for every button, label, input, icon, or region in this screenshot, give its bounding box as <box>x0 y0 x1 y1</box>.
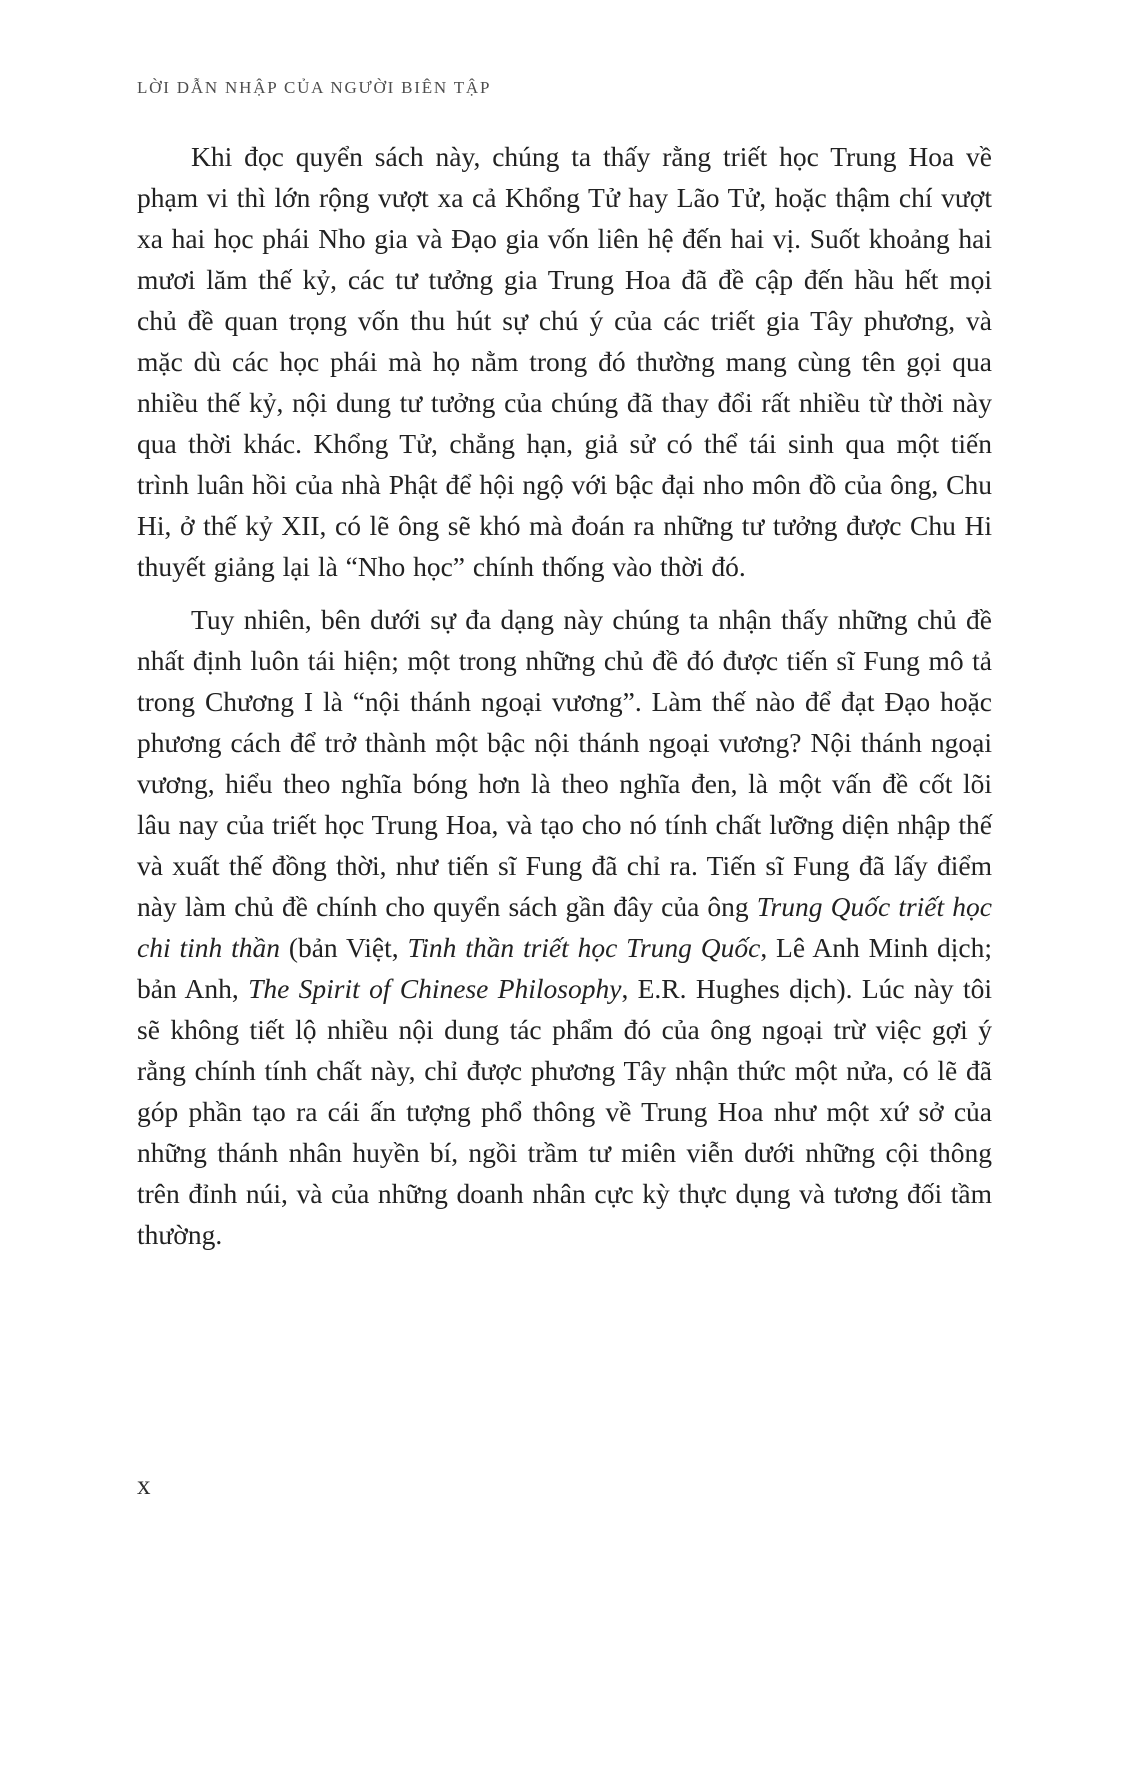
italic-text-run: Tinh thần triết học Trung Quốc <box>407 932 761 963</box>
italic-text-run: The Spirit of Chinese Philosophy <box>248 973 622 1004</box>
italic-text-run: Trung Quốc triết học chi tinh thần <box>137 891 992 963</box>
text-run: , E.R. Hughes dịch). Lúc này tôi sẽ không tiết lộ nhiều nội dung tác phẩm đó của ông ngoại trừ việc gợi ý rằng chính tính chất này, chỉ được phương Tây nhận thức một nửa, có lẽ đã góp phần tạo ra cái ấn tượng phổ thông về Trung Hoa như một xứ sở của những thánh nhân huyền bí, ngồi trầm tư miên viễn dưới những cội thông trên đỉnh núi, và của những doanh nhân cực kỳ thực dụng và tương đối tầm thường. <box>137 973 992 1250</box>
page-number: x <box>137 1470 151 1500</box>
paragraph <box>137 599 992 1255</box>
body-text <box>137 136 992 1255</box>
text-run: (bản Việt, <box>279 932 408 963</box>
text-run: Khi đọc quyển sách này, chúng ta thấy rằng triết học Trung Hoa về phạm vi thì lớn rộng vượt xa cả Khổng Tử hay Lão Tử, hoặc thậm chí vượt xa hai học phái Nho gia và Đạo gia vốn liên hệ đến hai vị. Suốt khoảng hai mươi lăm thế kỷ, các tư tưởng gia Trung Hoa đã đề cập đến hầu hết mọi chủ đề quan trọng vốn thu hút sự chú ý của các triết gia Tây phương, và mặc dù các học phái mà họ nằm trong đó thường mang cùng tên gọi qua nhiều thế kỷ, nội dung tư tưởng của chúng đã thay đổi rất nhiều từ thời này qua thời khác. Khổng Tử, chẳng hạn, giả sử có thể tái sinh qua một tiến trình luân hồi của nhà Phật để hội ngộ với bậc đại nho môn đồ của ông, Chu Hi, ở thế kỷ XII, có lẽ ông sẽ khó mà đoán ra những tư tưởng được Chu Hi thuyết giảng lại là “Nho học” chính thống vào thời đó. <box>137 141 992 582</box>
running-head: LỜI DẪN NHẬP CỦA NGƯỜI BIÊN TẬP <box>137 78 492 97</box>
text-run: , Lê Anh Minh dịch; bản Anh, <box>137 932 993 1004</box>
paragraph <box>137 136 992 587</box>
text-run: Tuy nhiên, bên dưới sự đa dạng này chúng ta nhận thấy những chủ đề nhất định luôn tái hiện; một trong những chủ đề đó được tiến sĩ Fung mô tả trong Chương I là “nội thánh ngoại vương”. Làm thế nào để đạt Đạo hoặc phương cách để trở thành một bậc nội thánh ngoại vương? Nội thánh ngoại vương, hiểu theo nghĩa bóng hơn là theo nghĩa đen, là một vấn đề cốt lõi lâu nay của triết học Trung Hoa, và tạo cho nó tính chất lưỡng diện nhập thế và xuất thế đồng thời, như tiến sĩ Fung đã chỉ ra. Tiến sĩ Fung đã lấy điểm này làm chủ đề chính cho quyển sách gần đây của ông <box>137 604 992 922</box>
